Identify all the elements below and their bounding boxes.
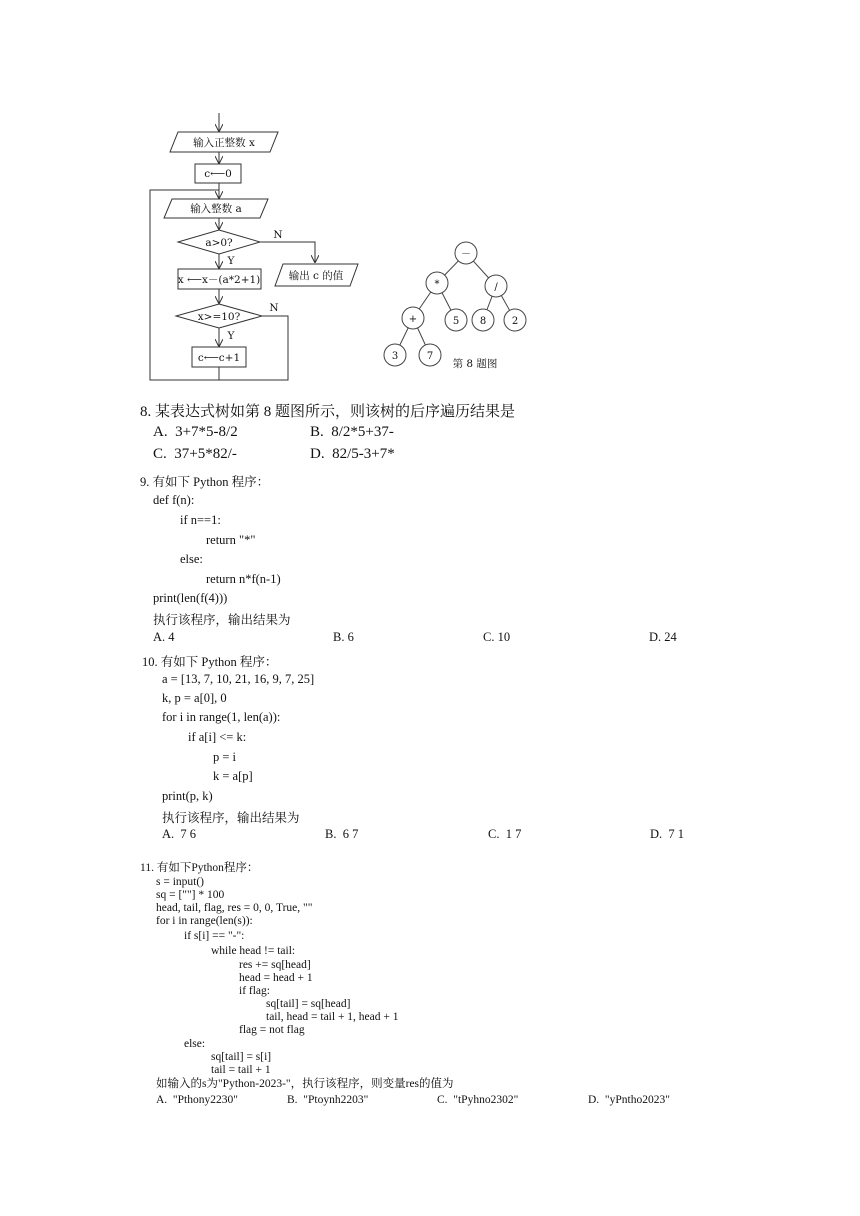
q9-option-c: C. 10 <box>483 630 511 644</box>
q9-stem: 9. 有如下 Python 程序： <box>140 475 270 489</box>
q11-code-line: for i in range(len(s)): <box>156 915 253 927</box>
q11-code-line: res += sq[head] <box>239 959 311 971</box>
q9-option-a: A. 4 <box>153 630 175 644</box>
update-x-text: x ⟵x－(a*2+1) <box>177 274 261 286</box>
inc-c-text: c⟵c+1 <box>197 352 241 364</box>
q11-stem: 11. 有如下Python程序： <box>140 862 259 874</box>
q11-code-line: tail = tail + 1 <box>211 1064 271 1076</box>
q10-code-line: print(p, k) <box>162 789 213 803</box>
q11-option-b: B. "Ptoynh2203" <box>287 1094 369 1106</box>
q9-option-d: D. 24 <box>649 630 677 644</box>
q11-prompt: 如输入的s为"Python-2023-"，执行该程序，则变量res的值为 <box>156 1078 454 1090</box>
q8-option-a: A. 3+7*5-8/2 <box>153 424 238 440</box>
q11-code-line: sq = [""] * 100 <box>156 889 225 901</box>
q11-option-d: D. "yPntho2023" <box>588 1094 670 1106</box>
input-a-text: 输入整数 a <box>190 203 242 215</box>
q11-code-line: head = head + 1 <box>239 972 313 984</box>
q8-option-c: C. 37+5*82/- <box>153 446 237 462</box>
cond-x-yes: Y <box>227 330 235 342</box>
q10-code-line: k, p = a[0], 0 <box>162 691 227 705</box>
cond-a-yes: Y <box>227 255 235 267</box>
q11-code-line: if s[i] == "-": <box>184 930 245 942</box>
cond-a-no: N <box>273 229 283 241</box>
q11-option-a: A. "Pthony2230" <box>156 1094 238 1106</box>
output-c-text: 输出 c 的值 <box>288 270 344 282</box>
tree-node-label: 2 <box>511 316 519 327</box>
q10-code-line: for i in range(1, len(a)): <box>162 710 281 724</box>
q11-code-line: s = input() <box>156 876 205 888</box>
q11-code-line: else: <box>184 1038 206 1050</box>
q10-code-line: if a[i] <= k: <box>188 730 247 744</box>
q8-option-d: D. 82/5-3+7* <box>310 446 395 462</box>
q9-code-line: return n*f(n-1) <box>206 572 281 586</box>
tree-node-label: * <box>434 279 440 290</box>
q11-code-line: sq[tail] = s[i] <box>211 1051 272 1063</box>
q10-prompt: 执行该程序，输出结果为 <box>162 811 300 825</box>
cond-x-no: N <box>269 302 279 314</box>
q10-option-d: D. 7 1 <box>650 827 685 841</box>
flowchart <box>140 110 380 390</box>
q10-stem: 10. 有如下 Python 程序： <box>142 655 278 669</box>
q10-option-b: B. 6 7 <box>325 827 359 841</box>
q9-code-line: else: <box>180 552 203 566</box>
q9-option-b: B. 6 <box>333 630 354 644</box>
q11-code-line: head, tail, flag, res = 0, 0, True, "" <box>156 902 313 914</box>
input-x-text: 输入正整数 x <box>193 137 255 149</box>
q8-option-b: B. 8/2*5+37- <box>310 424 394 440</box>
cond-a-text: a>0? <box>205 237 233 249</box>
tree-node-label: 7 <box>426 351 434 362</box>
q11-code-line: flag = not flag <box>239 1024 305 1036</box>
q9-code-line: def f(n): <box>153 493 195 507</box>
q11-code-line: tail, head = tail + 1, head + 1 <box>266 1011 399 1023</box>
cond-x-text: x>=10? <box>197 311 241 323</box>
q9-prompt: 执行该程序，输出结果为 <box>153 613 291 627</box>
q8-stem: 8. 某表达式树如第 8 题图所示，则该树的后序遍历结果是 <box>140 404 516 420</box>
tree-node-label: + <box>408 314 418 325</box>
q9-code-line: print(len(f(4))) <box>153 591 228 605</box>
q11-option-c: C. "tPyhno2302" <box>437 1094 519 1106</box>
expression-tree <box>375 235 550 375</box>
tree-caption: 第 8 题图 <box>452 358 498 370</box>
q11-code-line: sq[tail] = sq[head] <box>266 998 351 1010</box>
q9-code-line: if n==1: <box>180 513 221 527</box>
q9-code-line: return "*" <box>206 533 256 547</box>
q10-code-line: p = i <box>213 750 237 764</box>
q11-code-line: if flag: <box>239 985 270 997</box>
q10-code-line: k = a[p] <box>213 769 253 783</box>
init-c-text: c⟵0 <box>204 168 232 180</box>
tree-node-label: 3 <box>391 351 399 362</box>
tree-node-label: 8 <box>479 316 487 327</box>
q10-code-line: a = [13, 7, 10, 21, 16, 9, 7, 25] <box>162 672 315 686</box>
tree-node-label: 5 <box>452 316 460 327</box>
q10-option-c: C. 1 7 <box>488 827 522 841</box>
tree-node-label: － <box>461 249 471 260</box>
q11-code-line: while head != tail: <box>211 945 296 957</box>
tree-node-label: / <box>494 282 498 293</box>
q10-option-a: A. 7 6 <box>162 827 197 841</box>
